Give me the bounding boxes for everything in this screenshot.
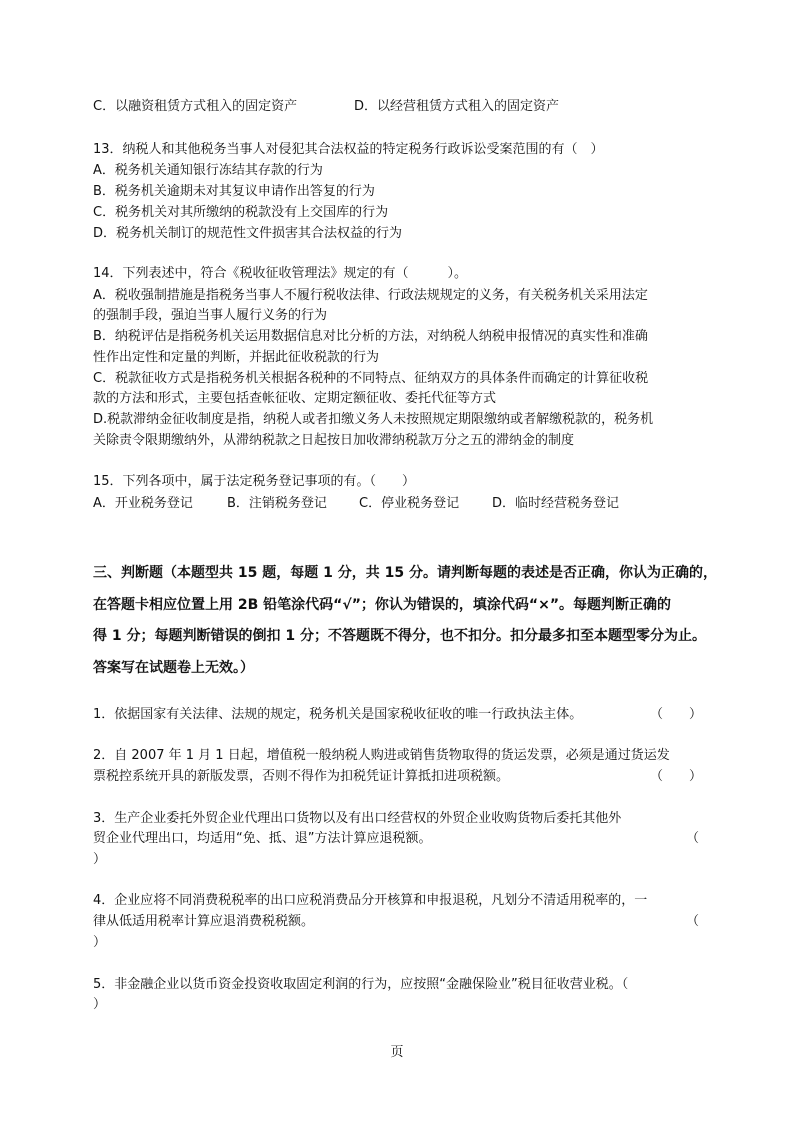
q14-option-d-line2: 关除责令限期缴纳外，从滞纳税款之日起按日加收滞纳税款万分之五的滞纳金的制度 [93, 433, 575, 448]
judge-4-text-line2: 律从低适用税率计算应退消费税税额。 [93, 914, 315, 929]
q14-option-c-line2: 款的方法和形式，主要包括查帐征收、定期定额征收、委托代征等方式 [93, 391, 497, 406]
q13-option-a: A．税务机关通知银行冻结其存款的行为 [93, 163, 323, 178]
judge-3-text-line2: 贸企业代理出口，均适用“免、抵、退”方法计算应退税额。 [93, 831, 432, 846]
q12-option-c: C．以融资租赁方式租入的固定资产 [93, 99, 298, 114]
judge-5-answer-paren-close: ） [93, 997, 107, 1012]
judge-4-answer-paren-close: ） [93, 935, 107, 950]
judge-2-text-line2: 票税控系统开具的新版发票，否则不得作为扣税凭证计算抵扣进项税额。 [93, 769, 510, 784]
judge-2-text-line1: 2．自 2007 年 1 月 1 日起，增值税一般纳税人购进或销售货物取得的货运发票，必须是通过货运发 [93, 748, 670, 763]
q14-stem: 14．下列表述中，符合《税收征收管理法》规定的有（ ）。 [93, 266, 468, 281]
section3-heading-line4: 答案写在试题卷上无效。） [93, 660, 254, 676]
judge-2-answer-paren: （ ） [650, 769, 703, 784]
judge-3-answer-paren-close: ） [93, 852, 107, 867]
q14-option-b-line1: B．纳税评估是指税务机关运用数据信息对比分析的方法，对纳税人纳税申报情况的真实性和准确 [93, 329, 648, 344]
q14-option-a-line1: A．税收强制措施是指税务当事人不履行税收法律、行政法规规定的义务，有关税务机关采用法定 [93, 288, 648, 303]
judge-4-answer-paren-open: （ [686, 914, 700, 929]
q15-option-b: B．注销税务登记 [227, 496, 327, 511]
q12-option-d: D．以经营租赁方式租入的固定资产 [354, 99, 560, 114]
page-number-label: 页 [390, 1045, 404, 1060]
section3-heading-line1: 三、判断题（本题型共 15 题，每题 1 分，共 15 分。请判断每题的表述是否正确，你认为正确的， [93, 565, 717, 581]
q13-stem: 13．纳税人和其他税务当事人对侵犯其合法权益的特定税务行政诉讼受案范围的有（ ） [93, 142, 604, 157]
judge-5-text-line1: 5．非金融企业以货币资金投资收取固定利润的行为，应按照“金融保险业”税目征收营业税。（ [93, 977, 629, 992]
q14-option-b-line2: 性作出定性和定量的判断，并据此征收税款的行为 [93, 350, 380, 365]
q13-option-c: C．税务机关对其所缴纳的税款没有上交国库的行为 [93, 205, 389, 220]
q13-option-b: B．税务机关逾期未对其复议申请作出答复的行为 [93, 184, 375, 199]
judge-1-answer-paren: （ ） [650, 707, 703, 722]
q15-option-a: A．开业税务登记 [93, 496, 193, 511]
judge-1-text: 1．依据国家有关法律、法规的规定，税务机关是国家税收征收的唯一行政执法主体。 [93, 707, 583, 722]
judge-3-text-line1: 3．生产企业委托外贸企业代理出口货物以及有出口经营权的外贸企业收购货物后委托其他外 [93, 811, 622, 826]
section3-heading-line3: 得 1 分；每题判断错误的倒扣 1 分；不答题既不得分，也不扣分。扣分最多扣至本题型零分为止。 [93, 628, 706, 644]
q14-option-d-line1: D.税款滞纳金征收制度是指，纳税人或者扣缴义务人未按照规定期限缴纳或者解缴税款的，税务机 [93, 412, 654, 427]
q15-option-c: C．停业税务登记 [359, 496, 460, 511]
q13-option-d: D．税务机关制订的规范性文件损害其合法权益的行为 [93, 226, 403, 241]
judge-3-answer-paren-open: （ [686, 831, 700, 846]
q14-option-c-line1: C．税款征收方式是指税务机关根据各税种的不同特点、征纳双方的具体条件而确定的计算征收税 [93, 371, 649, 386]
judge-4-text-line1: 4．企业应将不同消费税税率的出口应税消费品分开核算和申报退税，凡划分不清适用税率的，一 [93, 893, 648, 908]
q15-option-d: D．临时经营税务登记 [492, 496, 620, 511]
q14-option-a-line2: 的强制手段，强迫当事人履行义务的行为 [93, 308, 328, 323]
q15-stem: 15．下列各项中，属于法定税务登记事项的有。（ ） [93, 474, 416, 489]
section3-heading-line2: 在答题卡相应位置上用 2B 铅笔涂代码“√”；你认为错误的，填涂代码“×”。每题判断正确的 [93, 597, 672, 613]
